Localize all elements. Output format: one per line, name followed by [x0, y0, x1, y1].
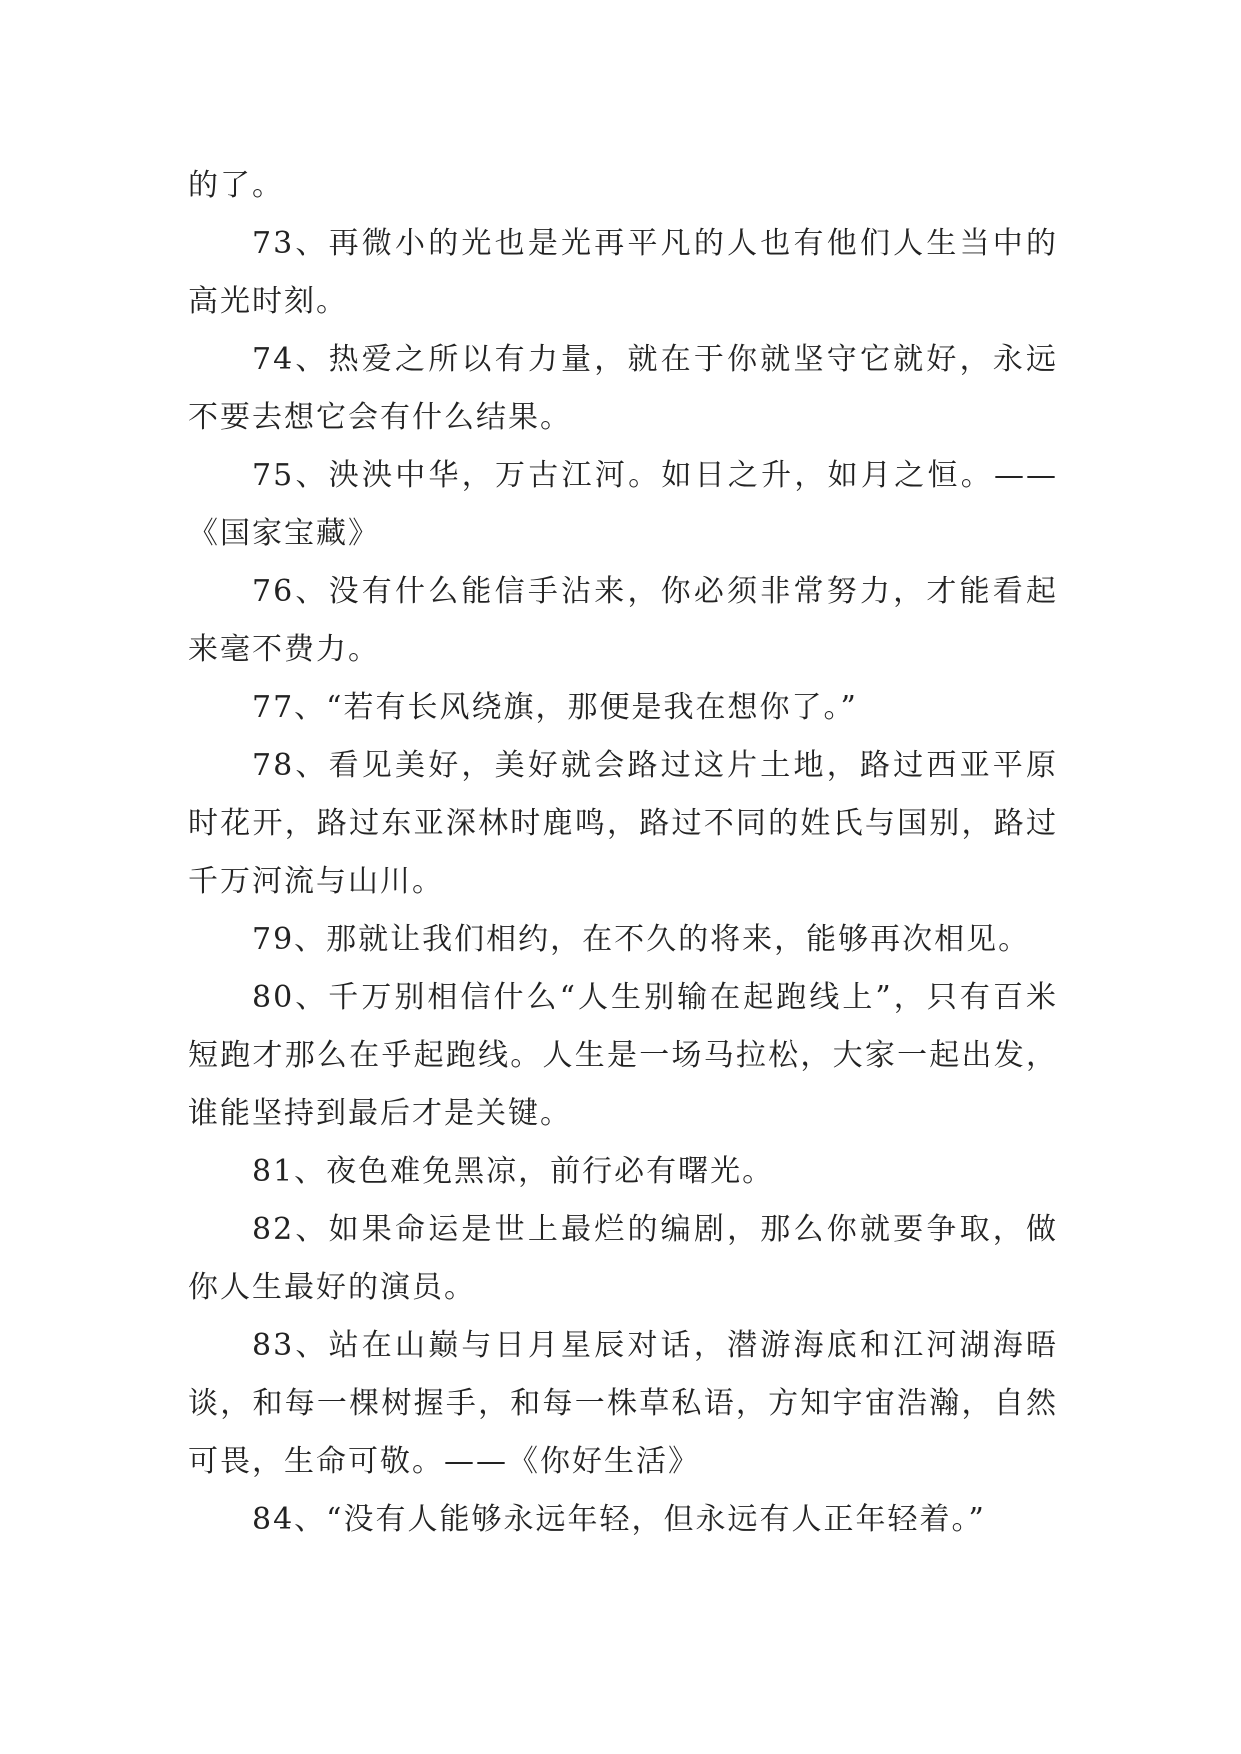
paragraph-quote-81: 81、夜色难免黑凉，前行必有曙光。	[252, 1154, 775, 1189]
paragraph-quote-76: 76、没有什么能信手沾来，你必须非常努力，才能看起来毫不费力。	[188, 574, 1058, 667]
paragraph-continuation: 的了。	[188, 168, 284, 203]
paragraph-quote-77: 77、“若有长风绕旗，那便是我在想你了。”	[252, 690, 858, 725]
paragraph-quote-82: 82、如果命运是世上最烂的编剧，那么你就要争取，做你人生最好的演员。	[188, 1212, 1058, 1305]
paragraph-quote-75: 75、泱泱中华，万古江河。如日之升，如月之恒。——《国家宝藏》	[188, 458, 1058, 551]
paragraph-quote-78: 78、看见美好，美好就会路过这片土地，路过西亚平原时花开，路过东亚深林时鹿鸣，路过不同的姓氏与国别，路过千万河流与山川。	[188, 748, 1058, 899]
paragraph-quote-74: 74、热爱之所以有力量，就在于你就坚守它就好，永远不要去想它会有什么结果。	[188, 342, 1058, 435]
paragraph-quote-73: 73、再微小的光也是光再平凡的人也有他们人生当中的高光时刻。	[188, 226, 1058, 319]
document-body	[188, 157, 1058, 1549]
paragraph-quote-84: 84、“没有人能够永远年轻，但永远有人正年轻着。”	[252, 1502, 986, 1537]
paragraph-quote-80: 80、千万别相信什么“人生别输在起跑线上”，只有百米短跑才那么在乎起跑线。人生是一场马拉松，大家一起出发，谁能坚持到最后才是关键。	[188, 980, 1058, 1131]
paragraph-quote-83: 83、站在山巅与日月星辰对话，潜游海底和江河湖海晤谈，和每一棵树握手，和每一株草私语，方知宇宙浩瀚，自然可畏，生命可敬。——《你好生活》	[188, 1328, 1058, 1479]
paragraph-quote-79: 79、那就让我们相约，在不久的将来，能够再次相见。	[252, 922, 1031, 957]
